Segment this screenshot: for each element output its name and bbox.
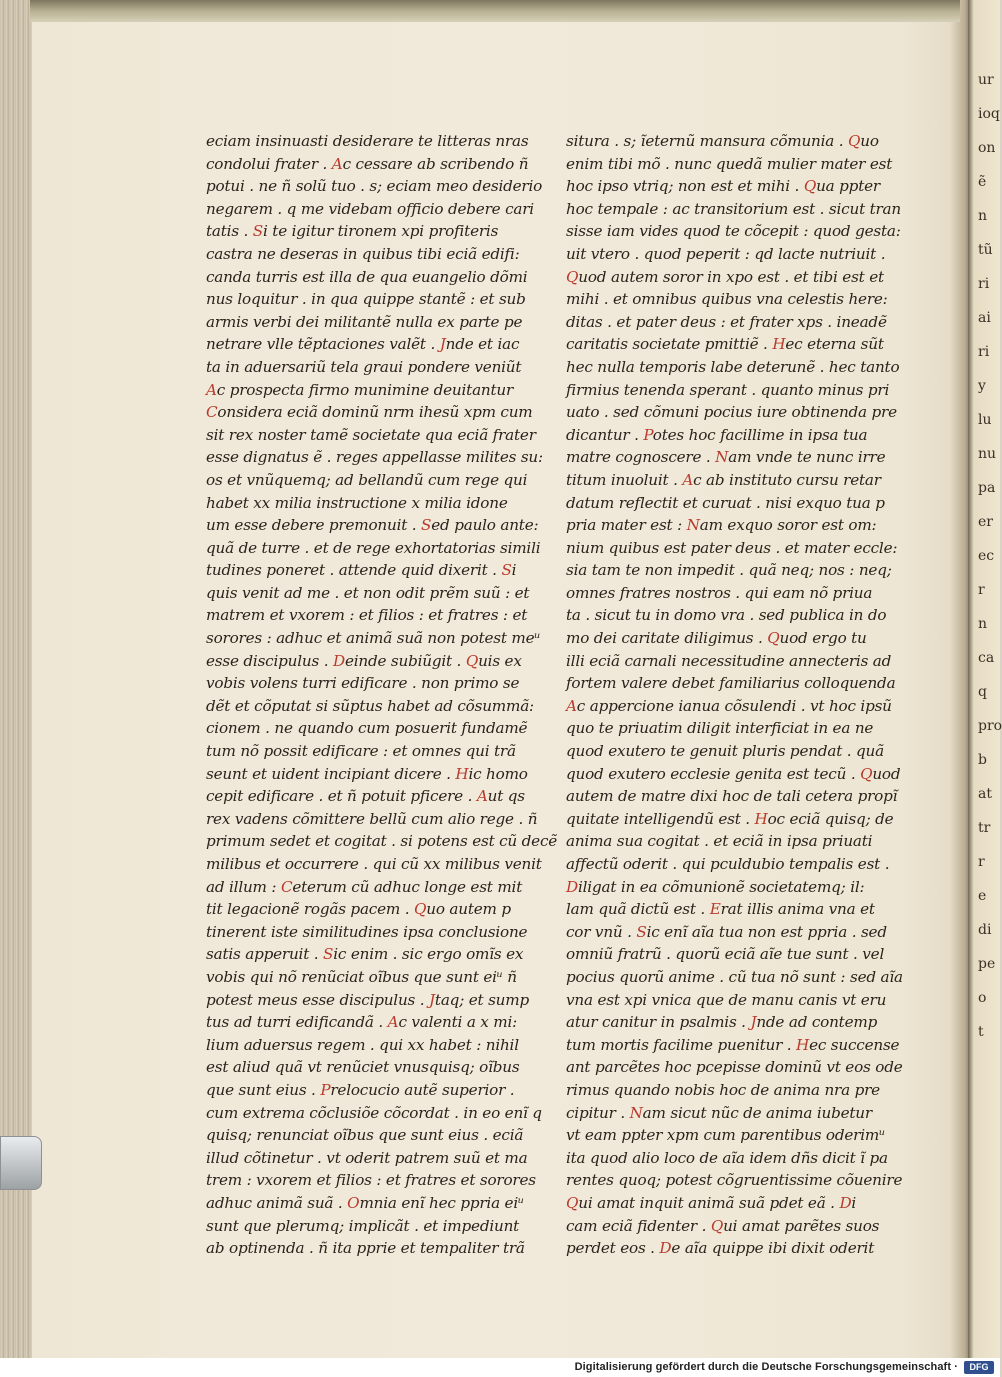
text-line: tit legacionẽ rogãs pacem . Quo autem p — [206, 900, 511, 919]
text-line: vt eam ppter xpm cum parentibus oderimᵘ — [566, 1126, 885, 1145]
text-line: cor vnũ . Sic enĩ aĩa tua non est ppria . sed — [566, 922, 887, 941]
text-line: atur canitur in psalmis . Jnde ad contemp — [566, 1013, 878, 1032]
text-line: condolui frater . Ac cessare ab scribendo ñ — [206, 154, 529, 173]
text-line: pocius quorũ anime . cũ tua nõ sunt : sed aĩa — [566, 967, 903, 986]
text-line: trem : vxorem et filios : et fratres et sorores — [206, 1171, 536, 1190]
text-line: primum sedet et cogitat . si potens est cũ decẽ — [206, 832, 558, 851]
facing-page-fragment: o — [978, 990, 987, 1006]
text-line: titum inuoluit . Ac ab instituto cursu retar — [566, 470, 881, 489]
text-line: Qui amat inquit animã suã pdet eã . Di — [566, 1193, 857, 1212]
text-line: uit vtero . quod peperit : qd lacte nutriuit . — [566, 244, 886, 263]
text-line: netrare vlle tẽptaciones valẽt . Jnde et iac — [206, 335, 520, 354]
text-line: armis verbi dei militantẽ nulla ex parte pe — [206, 312, 523, 331]
text-line: sisse iam vides quod te cõcepit : quod gesta: — [566, 222, 901, 241]
text-line: Ac prospecta firmo munimine deuitantur — [206, 380, 514, 399]
text-line: que sunt eius . Prelocucio autẽ superior . — [206, 1080, 515, 1099]
text-line: ta in aduersariũ tela graui pondere veniũt — [206, 357, 522, 376]
text-line: pria mater est : Nam exquo soror est om: — [566, 516, 877, 535]
text-line: firmius tenenda sperant . quanto minus pri — [566, 380, 890, 399]
text-line: quisq; renunciat oĩbus que sunt eius . eciã — [206, 1126, 524, 1145]
text-line: hec nulla temporis labe deterunẽ . hec tanto — [566, 357, 900, 376]
text-line: esse dignatus ẽ . reges appellasse milites su: — [206, 448, 543, 467]
text-line: nus loquitur . in qua quippe stantẽ : et sub — [206, 290, 526, 309]
text-line: quo te priuatim diligit interficiat in ea ne — [566, 719, 874, 738]
facing-page-fragment: ec — [978, 548, 995, 564]
text-line: vobis volens turri edificare . non primo se — [206, 674, 520, 693]
facing-page-fragment: di — [978, 922, 992, 938]
text-line: potest meus esse discipulus . Jtaq; et sump — [206, 990, 529, 1009]
text-line: situra . s; ĩeternũ mansura cõmunia . Quo — [566, 132, 879, 150]
text-line: vna est xpi vnica que de manu canis vt eru — [566, 990, 887, 1009]
text-line: sunt que plerumq; implicãt . et impediunt — [206, 1216, 520, 1235]
text-line: matrem et vxorem : et filios : et fratres : et — [206, 606, 528, 625]
text-line: adhuc animã suã . Omnia enĩ hec ppria eiᵘ — [206, 1193, 524, 1212]
text-line: lam quã dictũ est . Erat illis anima vna et — [566, 900, 875, 919]
text-line: omnes fratres nostros . qui eam nõ priua — [566, 583, 873, 602]
text-line: mihi . et omnibus quibus vna celestis here: — [566, 290, 888, 309]
facing-page-fragment: er — [978, 514, 993, 530]
text-line: negarem . q me videbam officio debere cari — [206, 199, 534, 218]
text-line: canda turris est illa de qua euangelio dõmi — [206, 267, 528, 286]
text-line: sit rex noster tamẽ societate qua eciã frater — [206, 425, 536, 444]
facing-page-fragment: t — [978, 1024, 984, 1040]
facing-page-fragment: pro — [978, 718, 1002, 734]
text-column-right — [566, 130, 903, 1260]
text-line: tum mortis facilime puenitur . Hec succense — [566, 1035, 900, 1054]
text-line: Diligat in ea cõmunionẽ societatemq; il: — [566, 877, 865, 896]
facing-page-fragment: ca — [978, 650, 995, 666]
facing-page-fragment: r — [978, 582, 985, 598]
text-column-left — [206, 130, 558, 1260]
text-line: cam eciã fidenter . Qui amat parẽtes suos — [566, 1216, 880, 1235]
facing-page-fragment: tr — [978, 820, 991, 836]
facing-page-fragment: b — [978, 752, 987, 768]
text-line: cipitur . Nam sicut nũc de anima iubetur — [566, 1103, 872, 1122]
text-line: lium aduersus regem . qui xx habet : nihil — [206, 1035, 519, 1054]
facing-page-fragment: ẽ — [978, 174, 987, 190]
text-line: tinerent iste similitudines ipsa conclusione — [206, 922, 528, 941]
text-line: mo dei caritate diligimus . Quod ergo tu — [566, 629, 867, 648]
facing-page-fragment: y — [978, 378, 986, 394]
text-line: satis apperuit . Sic enim . sic ergo omĩs ex — [206, 945, 524, 964]
text-line: caritatis societate pmittiẽ . Hec eterna sũt — [566, 335, 884, 354]
book-top-edge — [30, 0, 960, 22]
text-line: nium quibus est pater deus . et mater eccle: — [566, 538, 898, 557]
text-line: affectũ oderit . qui pculdubio tempalis est . — [566, 855, 890, 873]
text-line: dẽt et cõputat si sũptus habet ad cõsummã: — [206, 696, 534, 715]
text-line: dicantur . Potes hoc facillime in ipsa tua — [566, 425, 868, 444]
text-line: illud cõtinetur . vt oderit patrem suũ et ma — [206, 1148, 528, 1167]
text-line: ab optinenda . ñ ita pprie et tempaliter trã — [206, 1239, 525, 1258]
text-line: tum nõ possit edificare : et omnes qui trã — [206, 742, 516, 761]
text-line: illi eciã carnali necessitudine annecteris ad — [566, 651, 892, 670]
text-line: autem de matre dixi hoc de tali cetera propĩ — [566, 787, 898, 806]
text-line: omniũ fratrũ . quorũ eciã aĩe tue sunt . vel — [566, 945, 885, 964]
text-line: vobis qui nõ renũciat oĩbus que sunt eiᵘ ñ — [206, 967, 517, 986]
text-line: anima sua cogitat . et eciã in ipsa priuati — [566, 832, 873, 851]
text-line: uato . sed cõmuni pocius iure obtinenda pre — [566, 403, 897, 422]
text-line: rentes quoq; potest cõgruentissime cõuenire — [566, 1171, 903, 1190]
text-line: esse discipulus . Deinde subiũgit . Quis ex — [206, 651, 522, 670]
text-line: rex vadens cõmittere bellũ cum alio rege . ñ — [206, 809, 538, 828]
text-line: fortem valere debet familiarius colloquenda — [566, 674, 896, 693]
text-line: quitate intelligendũ est . Hoc eciã quisq; de — [566, 809, 894, 828]
text-line: tatis . Si te igitur tironem xpi profiteris — [206, 222, 499, 241]
text-line: quã de turre . et de rege exhortatorias simili — [206, 538, 541, 557]
text-line: ditas . et pater deus : et frater xps . ineadẽ — [566, 312, 887, 331]
text-line: potui . ne ñ solũ tuo . s; eciam meo desiderio — [206, 177, 543, 196]
text-line: ad illum : Ceterum cũ adhuc longe est mit — [206, 877, 523, 896]
facing-page-fragment: n — [978, 616, 988, 632]
text-line: rimus quando nobis hoc de anima nra pre — [566, 1080, 880, 1099]
text-line: sia tam te non impedit . quã neq; nos : neq; — [566, 561, 892, 580]
facing-page-fragment: ur — [978, 72, 994, 88]
facing-page-fragment: on — [978, 140, 996, 156]
facing-page-fragment: at — [978, 786, 992, 802]
facing-page-fragment: e — [978, 888, 987, 904]
text-line: hoc ipso vtriq; non est et mihi . Qua ppter — [566, 177, 880, 196]
metal-clip — [0, 1136, 42, 1190]
facing-page-fragment: r — [978, 854, 985, 870]
facing-page-strip — [968, 0, 1000, 1358]
text-line: cum extrema cõclusiõe cõcordat . in eo enĩ q — [206, 1103, 542, 1122]
facing-page-fragment: tũ — [978, 242, 993, 258]
text-line: hoc tempale : ac transitorium est . sicut tran — [566, 199, 901, 218]
funding-credit: Digitalisierung gefördert durch die Deutsche Forschungsgemeinschaft · — [574, 1361, 958, 1373]
dfg-logo-icon: DFG — [964, 1361, 994, 1374]
text-line: datum reflectit et curuat . nisi exquo tua p — [566, 493, 885, 512]
text-line: matre cognoscere . Nam vnde te nunc irre — [566, 448, 886, 467]
footer-bar — [0, 1358, 1000, 1377]
text-line: os et vnũquemq; ad bellandũ cum rege qui — [206, 470, 528, 489]
facing-page-fragment: n — [978, 208, 988, 224]
text-line: castra ne deseras in quibus tibi eciã edifi: — [206, 244, 520, 263]
text-line: perdet eos . De aĩa quippe ibi dixit oderit — [566, 1239, 875, 1258]
text-line: cepit edificare . et ñ potuit pficere . Aut qs — [206, 787, 525, 806]
text-line: ant parcẽtes hoc pcepisse dominũ vt eos ode — [566, 1058, 903, 1077]
text-line: quis venit ad me . et non odit prẽm suũ : et — [206, 583, 530, 602]
text-line: quod exutero ecclesie genita est tecũ . Quod — [566, 764, 901, 783]
text-line: Ac appercione ianua cõsulendi . vt hoc ipsũ — [566, 696, 892, 715]
facing-page-fragment: nu — [978, 446, 997, 462]
text-line: quod exutero te genuit pluris pendat . quã — [566, 742, 884, 761]
facing-page-fragment: pa — [978, 480, 996, 496]
text-line: Quod autem soror in xpo est . et tibi est et — [566, 267, 884, 286]
facing-page-fragment: pe — [978, 956, 996, 972]
text-line: ita quod alio loco de aĩa idem dñs dicit ĩ pa — [566, 1148, 888, 1167]
text-line: Considera eciã dominũ nrm ihesũ xpm cum — [206, 403, 533, 422]
text-line: tudines poneret . attende quid dixerit . Si — [206, 561, 517, 580]
facing-page-fragment: q — [978, 684, 987, 700]
text-line: seunt et uident incipiant dicere . Hic homo — [206, 764, 528, 783]
facing-page-fragment: ri — [978, 344, 990, 360]
facing-page-fragment: lu — [978, 412, 992, 428]
text-line: habet xx milia instructione x milia idone — [206, 493, 508, 512]
text-line: um esse debere premonuit . Sed paulo ante: — [206, 516, 539, 535]
text-line: milibus et occurrere . qui cũ xx milibus venit — [206, 855, 542, 873]
text-line: est aliud quã vt renũciet vnusquisq; oĩbus — [206, 1058, 520, 1077]
facing-page-fragment: ioq — [978, 106, 1000, 122]
text-line: tus ad turri edificandã . Ac valenti a x mi: — [206, 1013, 518, 1032]
text-line: ta . sicut tu in domo vra . sed publica in do — [566, 606, 887, 625]
text-line: sorores : adhuc et animã suã non potest meᵘ — [206, 629, 541, 648]
text-line: eciam insinuasti desiderare te litteras nras — [206, 132, 529, 150]
text-line: enim tibi mõ . nunc quedã mulier mater est — [566, 154, 893, 173]
facing-page-fragment: ri — [978, 276, 990, 292]
facing-page-fragment: ai — [978, 310, 991, 326]
text-line: cionem . ne quando cum posuerit fundamẽ — [206, 719, 528, 738]
